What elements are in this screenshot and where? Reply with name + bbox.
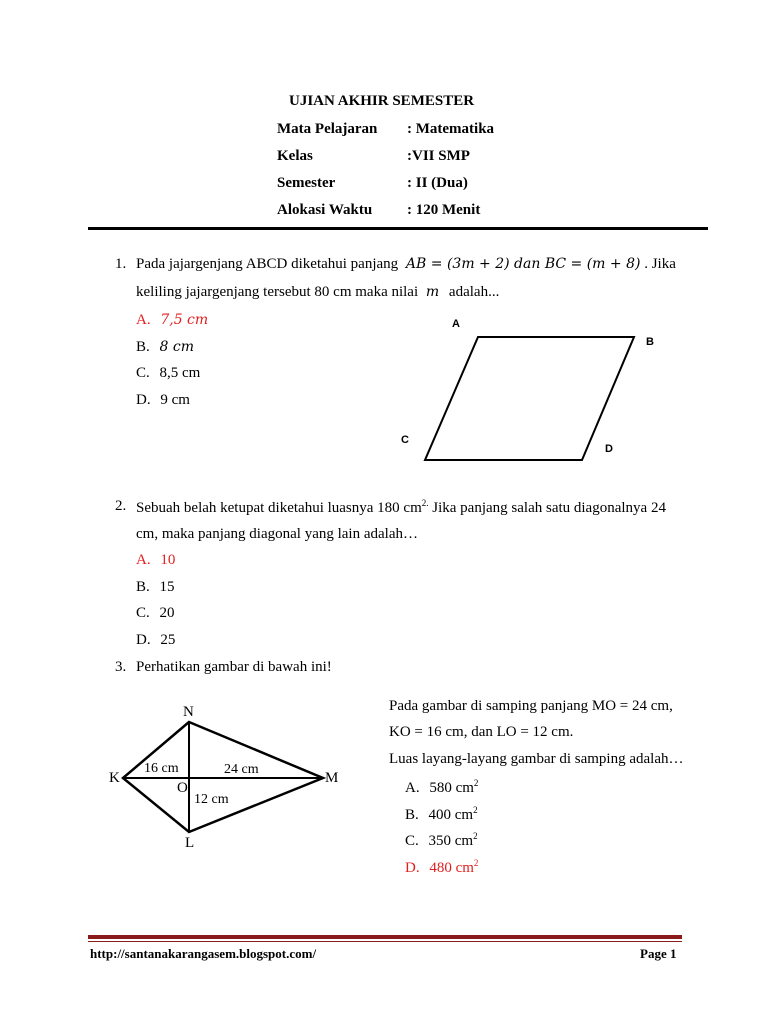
q2-text: Sebuah belah ketupat diketahui luasnya 180 cm [136, 500, 422, 516]
q2-superscript: 2. [421, 498, 429, 508]
footer-url[interactable]: http://santanakarangasem.blogspot.com/ [90, 946, 317, 961]
option-text: 8 cm [159, 339, 194, 355]
vertex-label-d: D [605, 443, 613, 455]
option-text: 9 cm [160, 392, 190, 408]
vertex-label-a: A [452, 318, 460, 330]
q3-number: 3. [115, 659, 127, 675]
header-label: Mata Pelajaran [277, 121, 378, 137]
kite-label-m: M [325, 770, 339, 786]
option-text: 350 cm [428, 833, 474, 849]
kite-label-n: N [183, 704, 194, 720]
option-superscript: 2 [473, 831, 478, 841]
option-text: 400 cm [428, 807, 474, 823]
option-letter: B. [136, 579, 150, 595]
option-text: 7,5 cm [160, 312, 209, 328]
kite-length-ko: 16 cm [144, 761, 179, 776]
header-value: :VII SMP [407, 148, 470, 164]
option-superscript: 2 [473, 805, 478, 815]
option-letter: B. [405, 807, 419, 823]
q1-text: adalah... [448, 284, 500, 300]
kite-label-o: O [177, 780, 188, 796]
q3-text: Perhatikan gambar di bawah ini! [136, 659, 332, 675]
q3-option-a[interactable] [405, 778, 478, 797]
option-text: 20 [159, 605, 175, 621]
kite-length-om: 24 cm [224, 762, 259, 777]
q2-line2: cm, maka panjang diagonal yang lain adalah… [136, 526, 418, 542]
page-number: Page 1 [640, 946, 677, 961]
header-label: Kelas [277, 148, 313, 164]
q1-text: Pada jajargenjang ABCD diketahui panjang [136, 256, 399, 272]
q2-number: 2. [115, 498, 127, 514]
option-letter: D. [405, 860, 420, 876]
header-value: : 120 Menit [407, 202, 481, 218]
q3-desc-line2: KO = 16 cm, dan LO = 12 cm. [389, 724, 574, 740]
option-superscript: 2 [473, 778, 479, 788]
option-letter: B. [136, 339, 150, 355]
kite-label-l: L [185, 835, 195, 851]
option-text: 25 [160, 632, 176, 648]
option-text: 480 cm [429, 860, 474, 876]
vertex-label-b: B [646, 336, 654, 348]
q1-text-end: . Jika [644, 256, 676, 272]
option-text: 580 cm [429, 780, 474, 796]
q3-desc-line3: Luas layang-layang gambar di samping adalah… [389, 751, 684, 767]
q3-option-d[interactable] [405, 858, 478, 877]
option-text: 10 [160, 552, 176, 568]
q1-text: keliling jajargenjang tersebut 80 cm maka nilai [136, 284, 419, 300]
exam-title: UJIAN AKHIR SEMESTER [289, 93, 475, 109]
option-letter: C. [405, 833, 419, 849]
footer-rule-thin [88, 941, 682, 942]
option-text: 8,5 cm [159, 365, 201, 381]
kite-label-k: K [109, 770, 120, 786]
option-letter: A. [136, 552, 151, 568]
option-letter: D. [136, 392, 151, 408]
header-value: : Matematika [407, 121, 495, 137]
option-letter: C. [136, 605, 150, 621]
vertex-label-c: C [401, 434, 409, 446]
footer-rule-thick [88, 935, 682, 939]
header-label: Alokasi Waktu [277, 202, 373, 218]
q2-text: Jika panjang salah satu diagonalnya 24 [428, 500, 666, 516]
q1-formula: AB = (3m + 2) dan BC = (m + 8) [405, 256, 641, 272]
option-text: 15 [159, 579, 175, 595]
q3-option-b[interactable] [405, 805, 478, 824]
header-label: Semester [277, 175, 336, 191]
option-superscript: 2 [473, 858, 479, 868]
kite-length-ol: 12 cm [194, 792, 229, 807]
header-value: : II (Dua) [407, 175, 468, 191]
option-letter: A. [405, 780, 420, 796]
q3-desc-line1: Pada gambar di samping panjang MO = 24 cm, [389, 698, 673, 714]
option-letter: C. [136, 365, 150, 381]
q1-variable: m [425, 284, 440, 300]
option-letter: A. [136, 312, 151, 328]
option-letter: D. [136, 632, 151, 648]
q1-number: 1. [115, 256, 127, 272]
q3-option-c[interactable] [405, 831, 478, 850]
